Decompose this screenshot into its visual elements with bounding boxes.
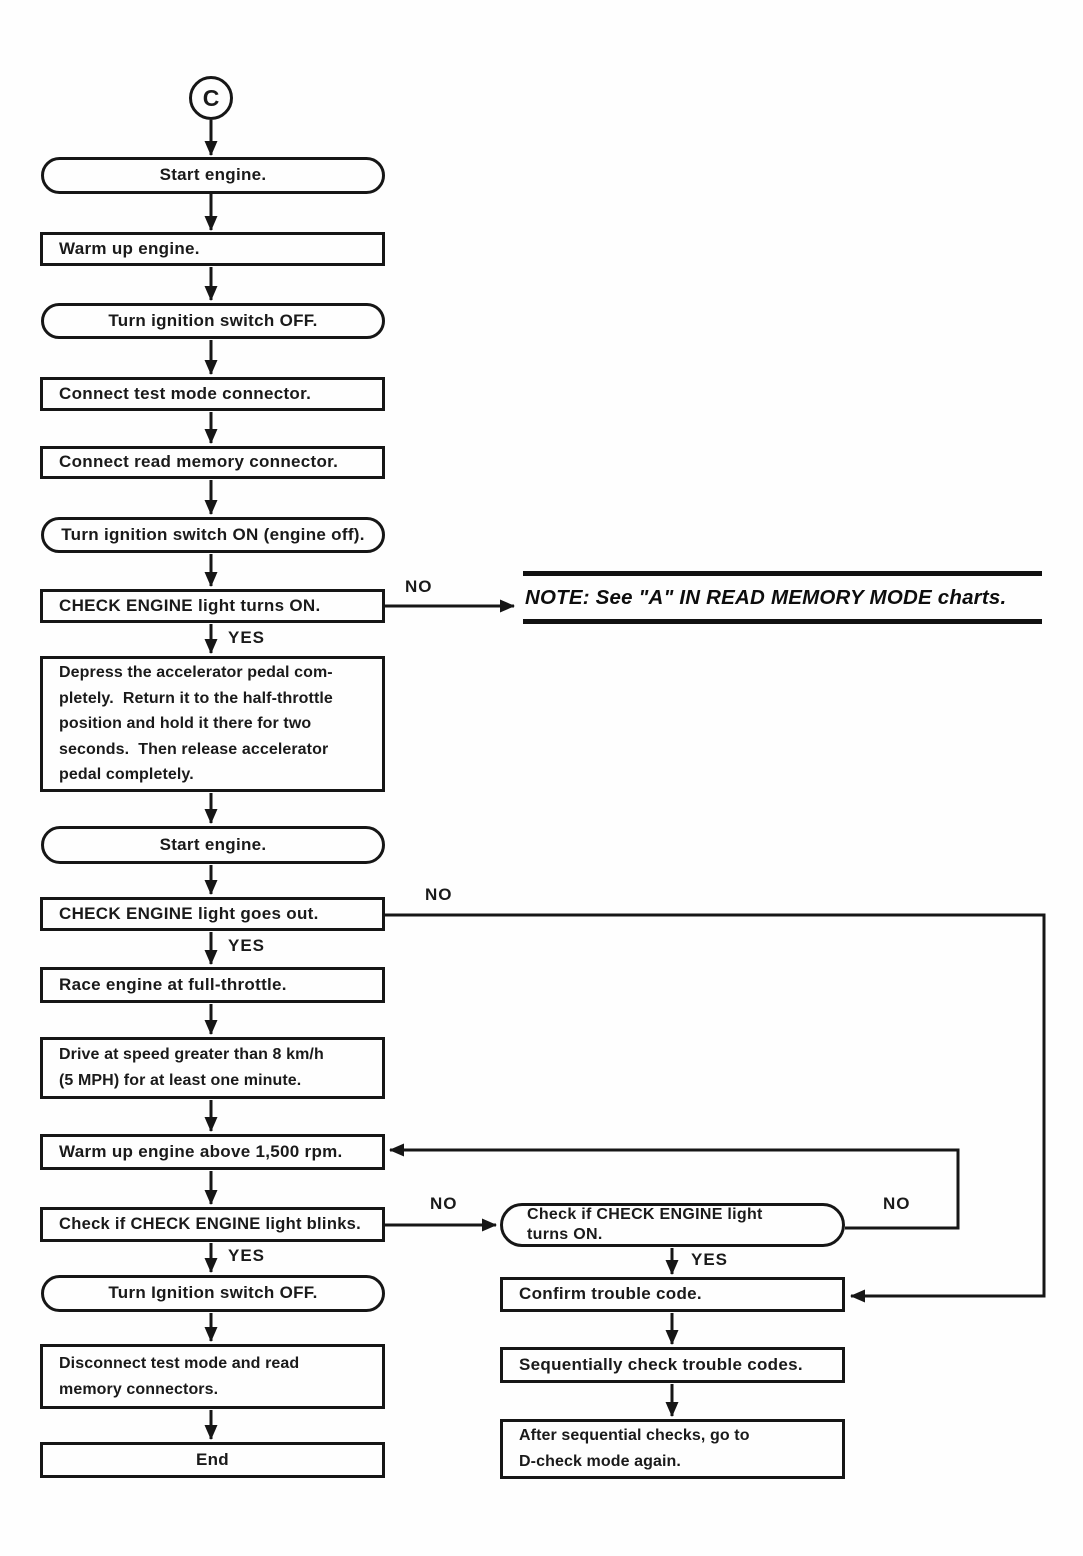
edge-label-yes-1: YES	[228, 628, 266, 647]
node-warm-up-1500: Warm up engine above 1,500 rpm.	[40, 1134, 385, 1170]
node-depress-pedal: Depress the accelerator pedal com- pletely. Return it to the half-throttle position and hold it there for two seconds. Then release accelerator pedal completely.	[40, 656, 385, 792]
node-sequential-check: Sequentially check trouble codes.	[500, 1347, 845, 1383]
edge-label-no-1: NO	[405, 577, 433, 596]
node-check-blinks: Check if CHECK ENGINE light blinks.	[40, 1207, 385, 1242]
node-start-engine-2: Start engine.	[41, 826, 385, 864]
edge-label-yes-4: YES	[691, 1250, 729, 1269]
node-start-engine-1: Start engine.	[41, 157, 385, 194]
note-banner	[523, 571, 1042, 624]
node-warm-up-engine: Warm up engine.	[40, 232, 385, 266]
node-connect-read-memory: Connect read memory connector.	[40, 446, 385, 479]
node-after-sequential: After sequential checks, go to D-check mode again.	[500, 1419, 845, 1479]
node-disconnect: Disconnect test mode and read memory connectors.	[40, 1344, 385, 1409]
edge-label-no-2: NO	[425, 885, 453, 904]
node-check-turns-on: Check if CHECK ENGINE light turns ON.	[500, 1203, 845, 1247]
node-ignition-off-2: Turn Ignition switch OFF.	[41, 1275, 385, 1312]
note-bottom-rule	[523, 619, 1042, 624]
edge-label-yes-2: YES	[228, 936, 266, 955]
node-drive-speed: Drive at speed greater than 8 km/h (5 MPH) for at least one minute.	[40, 1037, 385, 1099]
node-race-engine: Race engine at full-throttle.	[40, 967, 385, 1003]
node-confirm-code: Confirm trouble code.	[500, 1277, 845, 1312]
note-text: NOTE: See "A" IN READ MEMORY MODE charts.	[525, 586, 1007, 609]
node-check-engine-out: CHECK ENGINE light goes out.	[40, 897, 385, 931]
node-check-engine-on: CHECK ENGINE light turns ON.	[40, 589, 385, 623]
node-ignition-on: Turn ignition switch ON (engine off).	[41, 517, 385, 553]
node-connect-test-mode: Connect test mode connector.	[40, 377, 385, 411]
edge-label-yes-3: YES	[228, 1246, 266, 1265]
connector-circle-c: C	[189, 76, 233, 120]
node-end: End	[40, 1442, 385, 1478]
edge-label-no-3: NO	[430, 1194, 458, 1213]
node-ignition-off-1: Turn ignition switch OFF.	[41, 303, 385, 339]
edge-label-no-4: NO	[883, 1194, 911, 1213]
